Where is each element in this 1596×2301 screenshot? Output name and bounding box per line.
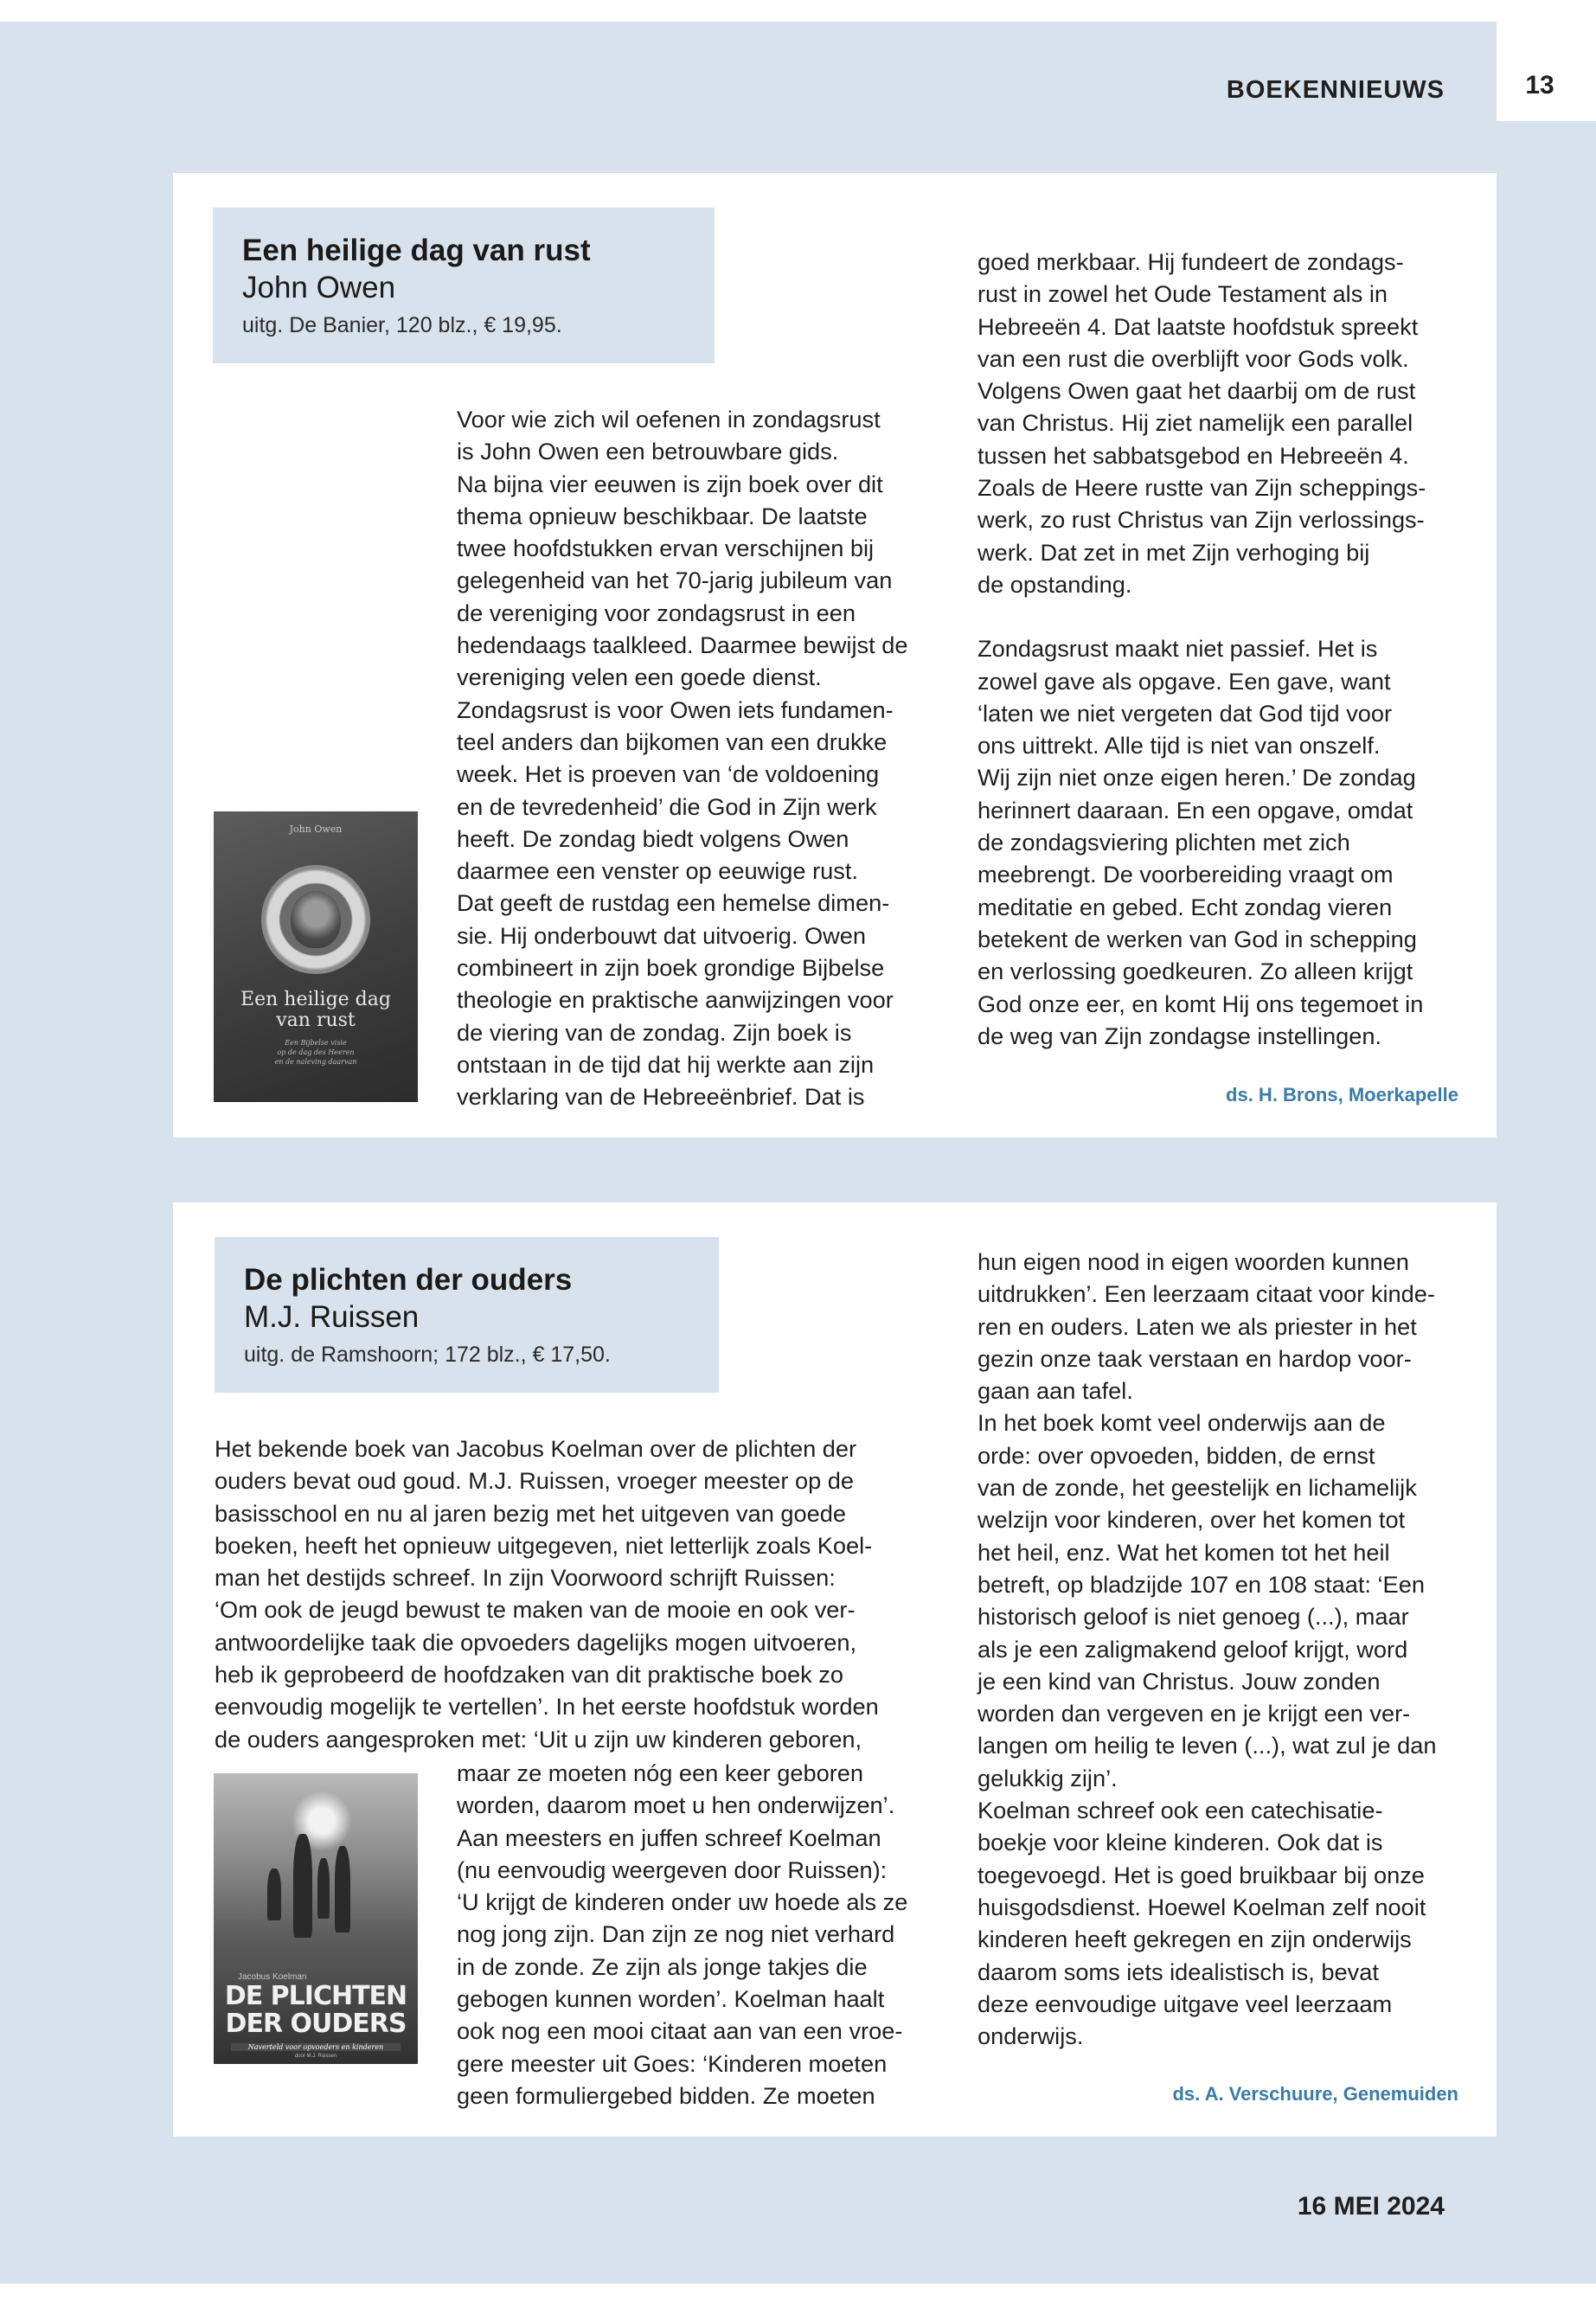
- review-paragraph: [457, 403, 941, 1113]
- text-line: ontstaan in de tijd dat hij werkte aan zijn: [457, 1050, 875, 1078]
- review-paragraph: [977, 246, 1462, 600]
- text-line: nog jong zijn. Dan zijn ze nog niet verhard: [457, 1920, 895, 1948]
- text-line: hun eigen nood in eigen woorden kunnen: [977, 1248, 1409, 1275]
- text-line: rust in zowel het Oude Testament als in: [977, 280, 1388, 308]
- book-title: Een heilige dag van rust: [242, 234, 591, 267]
- text-line: teel anders dan bijkomen van een drukke: [457, 727, 888, 755]
- text-line: Na bijna vier eeuwen is zijn boek over dit: [457, 470, 883, 497]
- text-line: gelegenheid van het 70-jarig jubileum van: [457, 567, 893, 594]
- text-line: de vereniging voor zondagsrust in een: [457, 599, 856, 626]
- text-line: de opstanding.: [977, 570, 1132, 598]
- text-line: ook nog een mooi citaat aan van een vroe-: [457, 2017, 903, 2045]
- section-title: BOEKENNIEUWS: [1226, 76, 1445, 104]
- text-line: zowel gave als opgave. Een gave, want: [977, 667, 1391, 695]
- text-line: in de zonde. Ze zijn als jonge takjes die: [457, 1952, 868, 1980]
- book-cover-image: [214, 811, 418, 1102]
- text-line: Het bekende boek van Jacobus Koelman over de plichten der: [215, 1435, 857, 1462]
- text-line: Voor wie zich wil oefenen in zondagsrust: [457, 406, 881, 433]
- book-title: De plichten der ouders: [244, 1263, 573, 1297]
- text-line: de weg van Zijn zondagse instellingen.: [977, 1022, 1382, 1049]
- text-line: sie. Hij onderbouwt dat uitvoerig. Owen: [457, 921, 867, 949]
- text-line: huisgodsdienst. Hoewel Koelman zelf nooit: [977, 1893, 1426, 1920]
- text-line: welzijn voor kinderen, over het komen tot: [977, 1506, 1406, 1534]
- text-line: de ouders aangesproken met: ‘Uit u zijn uw kinderen geboren,: [215, 1725, 862, 1753]
- text-line: is John Owen een betrouwbare gids.: [457, 438, 839, 465]
- text-line: tussen het sabbatsgebod en Hebreeën 4.: [977, 441, 1409, 469]
- text-line: maar ze moeten nóg een keer geboren: [457, 1759, 864, 1786]
- text-line: Zoals de Heere rustte van Zijn scheppings-: [977, 474, 1426, 502]
- text-line: ouders bevat oud goud. M.J. Ruissen, vroeger meester op de: [215, 1467, 855, 1495]
- text-line: orde: over opvoeden, bidden, de ernst: [977, 1441, 1375, 1469]
- review-paragraph: [215, 1433, 941, 1755]
- text-line: Zondagsrust maakt niet passief. Het is: [977, 635, 1378, 663]
- review-card-ruissen: [173, 1202, 1497, 2137]
- text-line: Wij zijn niet onze eigen heren.’ De zondag: [977, 764, 1416, 792]
- cover-author: John Owen: [289, 824, 343, 835]
- cover-title: DE PLICHTEN DER OUDERS: [224, 1981, 407, 2039]
- cover-figure: [267, 1868, 281, 1920]
- text-line: ren en ouders. Laten we als priester in het: [977, 1312, 1417, 1340]
- text-line: meebrengt. De voorbereiding vraagt om: [977, 861, 1394, 888]
- text-line: ‘Om ook de jeugd bewust te maken van de mooie en ook ver-: [215, 1596, 856, 1624]
- text-line: werk, zo rust Christus van Zijn verlossings-: [977, 506, 1425, 534]
- text-line: geen formuliergebed bidden. Ze moeten: [457, 2081, 875, 2109]
- text-line: historisch geloof is niet genoeg (...), maar: [977, 1603, 1409, 1631]
- review-paragraph: [457, 1757, 941, 2112]
- text-line: de zondagsviering plichten met zich: [977, 829, 1350, 856]
- text-line: antwoordelijke taak die opvoeders dagelijks mogen uitvoeren,: [215, 1628, 857, 1656]
- text-line: gere meester uit Goes: ‘Kinderen moeten: [457, 2049, 888, 2077]
- text-line: gaan aan tafel.: [977, 1377, 1133, 1405]
- issue-date: 16 MEI 2024: [1297, 2192, 1445, 2221]
- page-number: 13: [1525, 71, 1554, 99]
- text-line: toegevoegd. Het is goed bruikbaar bij onze: [977, 1861, 1425, 1888]
- text-line: deze eenvoudige uitgave veel leerzaam: [977, 1990, 1393, 2017]
- text-line: van Christus. Hij ziet namelijk een parallel: [977, 409, 1413, 437]
- text-line: van een rust die overblijft voor Gods volk.: [977, 344, 1409, 372]
- text-line: man het destijds schreef. In zijn Voorwoord schrijft Ruissen:: [215, 1564, 836, 1592]
- text-line: betekent de werken van God in schepping: [977, 925, 1417, 952]
- cover-byline: door M.J. Ruissen: [294, 2054, 337, 2059]
- text-line: (nu eenvoudig weergeven door Ruissen):: [457, 1856, 888, 1883]
- text-line: basisschool en nu al jaren bezig met het uitgeven van goede: [215, 1499, 847, 1527]
- text-line: ‘laten we niet vergeten dat God tijd voor: [977, 699, 1393, 727]
- text-line: Zondagsrust is voor Owen iets fundamen-: [457, 695, 894, 723]
- text-line: week. Het is proeven van ‘de voldoening: [457, 760, 880, 788]
- text-line: meditatie en gebed. Echt zondag vieren: [977, 893, 1393, 920]
- text-line: twee hoofdstukken ervan verschijnen bij: [457, 535, 875, 562]
- review-text-lead: [215, 1433, 941, 1755]
- text-line: gelukkig zijn’.: [977, 1764, 1118, 1791]
- cover-title: Een heilige dag van rust: [240, 989, 391, 1031]
- text-line: je een kind van Christus. Jouw zonden: [977, 1667, 1381, 1695]
- review-card-owen: [173, 173, 1497, 1138]
- text-line: langen om heilig te leven (...), wat zul je dan: [977, 1732, 1437, 1759]
- cover-author: Jacobus Koelman: [238, 1972, 307, 1982]
- text-line: gezin onze taak verstaan en hardop voor-: [977, 1344, 1412, 1372]
- text-line: heeft. De zondag biedt volgens Owen: [457, 824, 849, 852]
- text-line: Aan meesters en juffen schreef Koelman: [457, 1823, 881, 1851]
- text-line: verklaring van de Hebreeënbrief. Dat is: [457, 1083, 865, 1111]
- cover-figure: [293, 1834, 312, 1938]
- text-line: Hebreeën 4. Dat laatste hoofdstuk spreekt: [977, 312, 1419, 340]
- text-line: Dat geeft de rustdag een hemelse dimen-: [457, 889, 890, 917]
- text-line: ons uittrekt. Alle tijd is niet van onszelf.: [977, 732, 1381, 760]
- cover-figure: [317, 1858, 330, 1919]
- text-line: heb ik geprobeerd de hoofdzaken van dit praktische boek zo: [215, 1661, 844, 1689]
- text-line: eenvoudig mogelijk te vertellen’. In het eerste hoofdstuk worden: [215, 1693, 879, 1721]
- cover-subtitle: Een Bijbelse visie op de dag des Heeren en de naleving daarvan: [274, 1039, 357, 1066]
- text-line: worden, daarom moet u hen onderwijzen’.: [457, 1791, 895, 1819]
- text-line: de viering van de zondag. Zijn boek is: [457, 1018, 852, 1046]
- text-line: onderwijs.: [977, 2022, 1084, 2050]
- book-author: John Owen: [242, 271, 396, 304]
- text-line: en de tevredenheid’ die God in Zijn werk: [457, 792, 877, 820]
- text-line: en verlossing goedkeuren. Zo alleen krijgt: [977, 958, 1413, 985]
- text-line: worden dan vergeven en je krijgt een ver-: [977, 1700, 1411, 1727]
- cover-subtitle: Naverteld voor opvoeders en kinderen: [231, 2043, 401, 2051]
- text-line: kinderen heeft gekregen en zijn onderwijs: [977, 1926, 1412, 1953]
- text-line: hedendaags taalkleed. Daarmee bewijst de: [457, 631, 908, 659]
- text-line: God onze eer, en komt Hij ons tegemoet in: [977, 990, 1424, 1017]
- text-line: thema opnieuw beschikbaar. De laatste: [457, 502, 868, 529]
- text-line: herinnert daaraan. En een opgave, omdat: [977, 796, 1413, 824]
- review-paragraph: [977, 632, 1462, 1052]
- text-line: betreft, op bladzijde 107 en 108 staat: ‘Een: [977, 1570, 1425, 1598]
- review-text-column: [457, 1757, 941, 2112]
- book-publication: uitg. De Banier, 120 blz., € 19,95.: [242, 313, 562, 337]
- text-line: gebogen kunnen worden’. Koelman haalt: [457, 1985, 885, 2013]
- text-line: vereniging velen een goede dienst.: [457, 663, 822, 691]
- text-line: ‘U krijgt de kinderen onder uw hoede als ze: [457, 1888, 908, 1916]
- review-text-column: [977, 1246, 1462, 2052]
- book-cover-image: [214, 1773, 418, 2064]
- reviewer-signature: ds. A. Verschuure, Genemuiden: [1172, 2083, 1458, 2105]
- book-publication: uitg. de Ramshoorn; 172 blz., € 17,50.: [244, 1343, 611, 1367]
- text-line: het heil, enz. Wat het komen tot het heil: [977, 1538, 1390, 1566]
- text-line: goed merkbaar. Hij fundeert de zondags-: [977, 248, 1404, 275]
- text-line: Volgens Owen gaat het daarbij om de rust: [977, 377, 1416, 405]
- review-paragraph: [977, 1246, 1462, 2052]
- book-info-box: [215, 1237, 719, 1393]
- reviewer-signature: ds. H. Brons, Moerkapelle: [1226, 1084, 1458, 1106]
- text-line: als je een zaligmakend geloof krijgt, word: [977, 1635, 1408, 1663]
- review-text-column: [457, 403, 941, 1113]
- text-line: combineert in zijn boek grondige Bijbelse: [457, 954, 885, 982]
- text-line: werk. Dat zet in met Zijn verhoging bij: [977, 538, 1370, 566]
- text-line: boeken, heeft het opnieuw uitgegeven, niet letterlijk zoals Koel-: [215, 1531, 873, 1559]
- text-line: In het boek komt veel onderwijs aan de: [977, 1409, 1386, 1437]
- cover-portrait: [291, 891, 341, 948]
- book-author: M.J. Ruissen: [244, 1300, 420, 1334]
- cover-figure: [335, 1846, 350, 1932]
- text-line: Koelman schreef ook een catechisatie-: [977, 1797, 1383, 1824]
- text-line: theologie en praktische aanwijzingen voor: [457, 986, 894, 1014]
- book-info-box: [213, 208, 715, 363]
- text-line: uitdrukken’. Een leerzaam citaat voor kinde-: [977, 1280, 1435, 1308]
- text-line: daarmee een venster op eeuwige rust.: [457, 857, 858, 885]
- text-line: daarom soms iets idealistisch is, bevat: [977, 1958, 1379, 1985]
- text-line: boekje voor kleine kinderen. Ook dat is: [977, 1829, 1383, 1856]
- review-text-column: [977, 246, 1462, 1052]
- text-line: van de zonde, het geestelijk en lichamelijk: [977, 1474, 1417, 1502]
